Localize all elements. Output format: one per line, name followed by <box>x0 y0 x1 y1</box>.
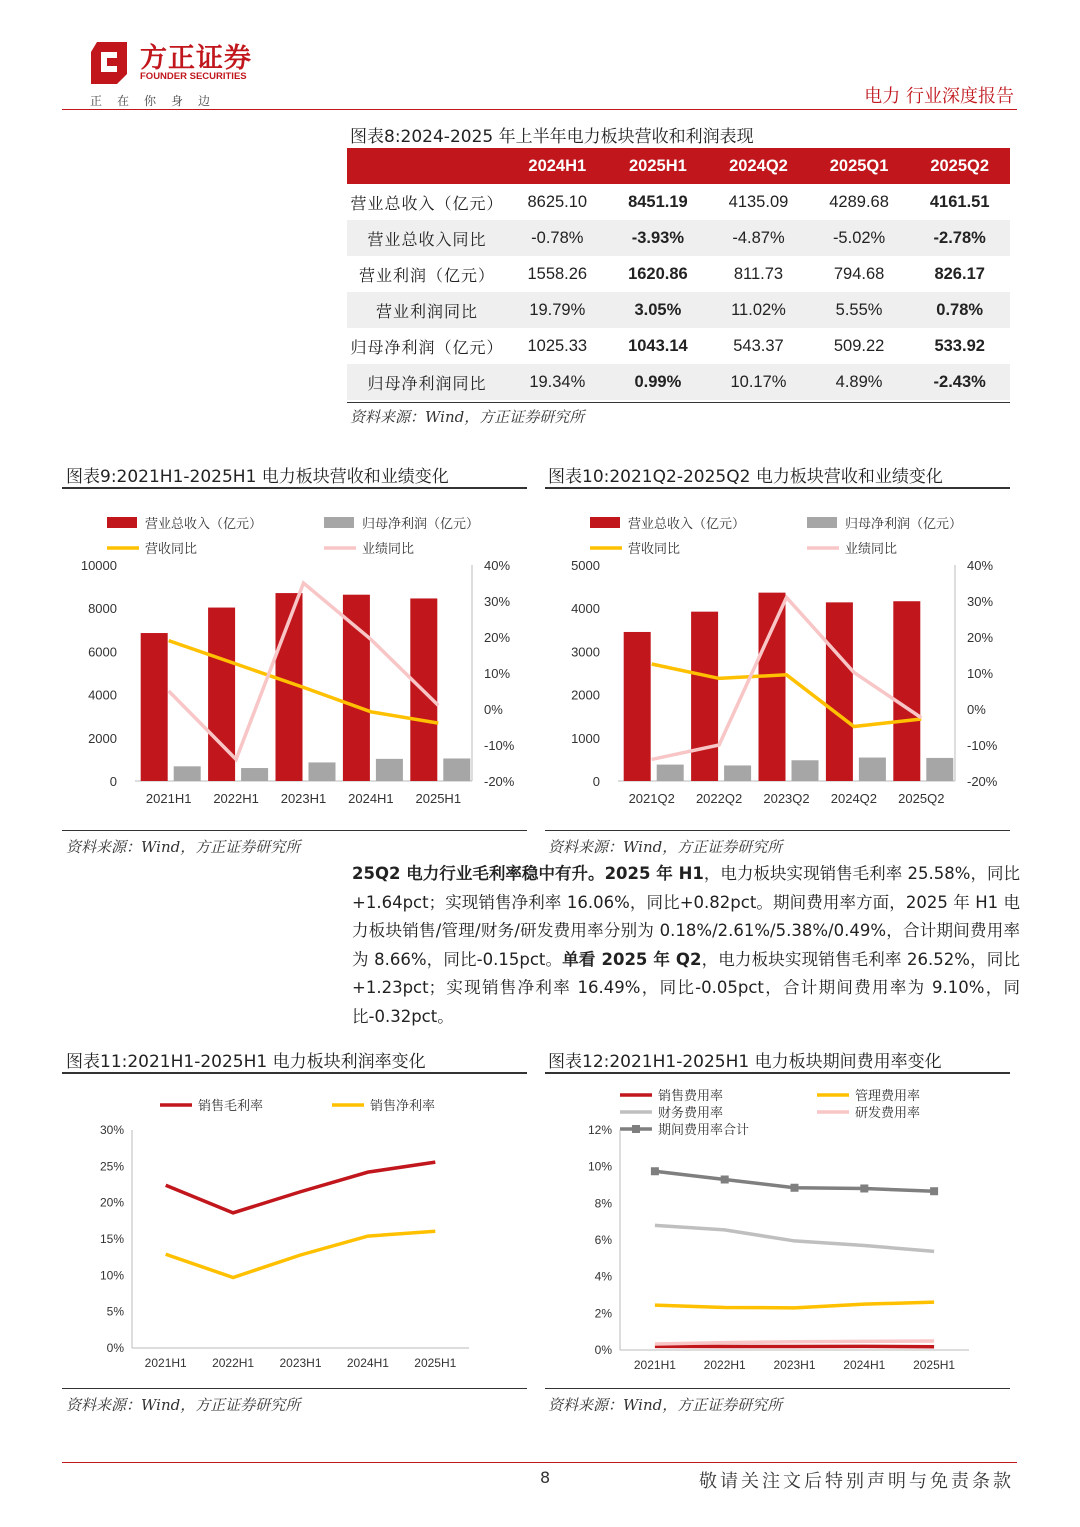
fig8-source: 资料来源：Wind，方正证券研究所 <box>350 408 585 426</box>
table-cell: 1620.86 <box>628 264 688 283</box>
x-tick-label: 2024Q2 <box>830 791 878 806</box>
x-tick-label: 2025Q2 <box>898 791 945 806</box>
legend-label: 销售净利率 <box>370 1098 436 1113</box>
bar-net-profit <box>792 760 819 781</box>
y-tick-label: 15% <box>99 1232 124 1246</box>
footer-divider <box>62 1462 1017 1463</box>
analysis-paragraph <box>352 860 1020 1031</box>
series-marker <box>791 1184 799 1192</box>
y-tick-label-left: 4000 <box>571 601 600 617</box>
table-cell: 5.55% <box>809 292 910 328</box>
y-tick-label: 10% <box>587 1159 612 1174</box>
bar-net-profit <box>376 759 403 781</box>
y-tick-label-left: 5000 <box>571 558 600 573</box>
fig11-source: 资料来源：Wind，方正证券研究所 <box>66 1396 301 1414</box>
table-cell: 4289.68 <box>829 192 889 211</box>
y-tick-label: 20% <box>99 1195 124 1210</box>
table-cell: -2.43% <box>909 364 1010 400</box>
legend-label: 归母净利润（亿元） <box>362 516 480 531</box>
table-header-row <box>347 148 1010 184</box>
chart-svg <box>545 1080 1010 1388</box>
table-cell: -4.87% <box>708 220 809 256</box>
table-cell: 4161.51 <box>929 192 990 211</box>
fig9-source: 资料来源：Wind，方正证券研究所 <box>66 838 301 856</box>
table-cell: 19.79% <box>507 292 608 328</box>
fig9-title: 图表9:2021H1-2025H1 电力板块营收和业绩变化 <box>66 467 449 487</box>
y-tick-label-left: 8000 <box>88 601 117 617</box>
table-header-cell: 2024Q2 <box>708 148 809 184</box>
table-cell: 794.68 <box>833 264 885 283</box>
table-cell: 811.73 <box>733 264 784 283</box>
legend-swatch <box>807 517 837 528</box>
row-label: 营业利润（亿元） <box>358 265 495 285</box>
table-cell: 1558.26 <box>527 264 588 283</box>
x-tick-label: 2022H1 <box>213 791 259 806</box>
y-tick-label-left: 10000 <box>80 558 117 573</box>
x-tick-label: 2023H1 <box>280 791 327 806</box>
y-tick-label: 30% <box>99 1123 124 1137</box>
series-marker <box>651 1167 659 1175</box>
brand-name-en: FOUNDER SECURITIES <box>140 71 247 82</box>
row-label: 营业总收入同比 <box>347 220 507 256</box>
y-tick-label-right: -10% <box>484 738 515 753</box>
legend-label: 财务费用率 <box>658 1105 724 1120</box>
y-tick-label-right: -10% <box>967 738 998 753</box>
fig12-chart <box>545 1080 1010 1388</box>
legend-label: 管理费用率 <box>855 1088 921 1103</box>
legend-label: 销售费用率 <box>658 1088 724 1103</box>
brand-slogan: 正在你身边 <box>90 94 226 108</box>
series-line <box>166 1162 436 1213</box>
y-tick-label-right: 0% <box>484 702 503 717</box>
legend-swatch <box>324 517 354 528</box>
y-tick-label-left: 0 <box>109 774 117 789</box>
y-tick-label-left: 4000 <box>88 687 117 703</box>
table-cell: -0.78% <box>507 220 608 256</box>
y-tick-label: 0% <box>106 1341 124 1355</box>
para-heading: 25Q2 电力行业毛利率稳中有升。 <box>352 864 605 883</box>
bar-revenue <box>826 602 853 781</box>
x-tick-label: 2022H1 <box>703 1358 746 1372</box>
fig11-title: 图表11:2021H1-2025H1 电力板块利润率变化 <box>66 1052 426 1072</box>
bar-revenue <box>343 595 370 781</box>
para-text-2: ，电力板块实现销售毛利率 26.52%，同比+1.23pct；实现销售净利率 16.49%，同比-0.05pct，合计期间费用率为 9.10%，同比-0.32pct。 <box>352 949 1020 1026</box>
series-marker <box>721 1176 729 1184</box>
table-row <box>347 292 1010 328</box>
row-label: 营业总收入（亿元） <box>350 193 504 213</box>
series-line <box>655 1302 934 1308</box>
table-cell: -2.78% <box>909 220 1010 256</box>
bar-net-profit <box>443 758 470 781</box>
legend-label: 营业总收入（亿元） <box>145 516 263 531</box>
x-tick-label: 2025H1 <box>913 1358 956 1372</box>
fig9-bottom-rule <box>62 830 527 831</box>
table-cell: 8451.19 <box>628 192 688 211</box>
y-tick-label-left: 1000 <box>571 730 600 746</box>
fig11-top-rule <box>62 1072 527 1074</box>
table-row <box>347 364 1010 400</box>
y-tick-label-right: 40% <box>967 558 994 573</box>
table-cell: 533.92 <box>934 336 985 355</box>
y-tick-label-left: 2000 <box>571 687 600 703</box>
fig12-bottom-rule <box>545 1388 1010 1389</box>
series-line <box>166 1231 436 1277</box>
bar-net-profit <box>174 766 201 781</box>
table-cell: 509.22 <box>833 336 885 355</box>
founder-logo-icon <box>87 40 131 84</box>
y-tick-label-left: 0 <box>592 774 600 789</box>
fig10-chart <box>545 505 1010 830</box>
y-tick-label-left: 2000 <box>88 730 117 746</box>
row-label: 营业利润同比 <box>347 292 507 328</box>
bar-revenue <box>624 632 651 781</box>
table-header-cell: 2025H1 <box>608 148 709 184</box>
y-tick-label-right: -20% <box>484 774 515 789</box>
table-cell: 1025.33 <box>527 336 588 355</box>
x-tick-label: 2022H1 <box>212 1356 255 1370</box>
bar-revenue <box>691 612 718 781</box>
table-cell: 0.78% <box>909 292 1010 328</box>
row-label: 归母净利润（亿元） <box>350 337 504 357</box>
fig9-top-rule <box>62 487 527 489</box>
bar-net-profit <box>309 762 336 781</box>
legend-label: 研发费用率 <box>855 1105 921 1120</box>
x-tick-label: 2021H1 <box>633 1358 676 1372</box>
x-tick-label: 2023H1 <box>773 1358 816 1372</box>
table-header-corner <box>347 148 507 184</box>
para-text-1: ，电力板块实现销售毛利率 25.58%，同比+1.64pct；实现销售净利率 16.06%，同比+0.82pct。期间费用率方面，2025 年 H1 电力板块销售/管理/财务/研发费用率分别为 0.18%/2.61%/5.38%/0.49%，合计期间费用率为 8.66%，同比-0.15pct。 <box>352 864 1021 969</box>
bar-net-profit <box>241 768 268 781</box>
disclaimer-link: 敬请关注文后特别声明与免责条款 <box>699 1471 1014 1492</box>
table-row <box>347 220 1010 256</box>
table-cell: -5.02% <box>809 220 910 256</box>
table-cell: 826.17 <box>934 264 985 283</box>
bar-net-profit <box>926 758 953 781</box>
table-cell: 10.17% <box>708 364 809 400</box>
fig11-chart <box>62 1080 527 1388</box>
fig12-top-rule <box>545 1072 1010 1074</box>
legend-label: 业绩同比 <box>845 541 898 556</box>
table-header-cell: 2025Q2 <box>909 148 1010 184</box>
y-tick-label-right: 40% <box>484 558 511 573</box>
y-tick-label-right: -20% <box>967 774 998 789</box>
legend-label: 营收同比 <box>145 541 198 556</box>
report-type: 电力 行业深度报告 <box>864 86 1014 107</box>
table-row <box>347 184 1010 220</box>
table-cell: 4.89% <box>809 364 910 400</box>
y-tick-label: 12% <box>587 1123 612 1137</box>
table-cell: 4135.09 <box>728 192 789 211</box>
legend-label: 营收同比 <box>628 541 681 556</box>
x-tick-label: 2023H1 <box>279 1356 322 1370</box>
para-bold-q2: 单看 2025 年 Q2 <box>562 949 702 969</box>
fig8-title: 图表8:2024-2025 年上半年电力板块营收和利润表现 <box>350 127 754 147</box>
row-label: 归母净利润同比 <box>347 364 507 400</box>
table-cell: -3.93% <box>608 220 709 256</box>
table-cell: 0.99% <box>608 364 709 400</box>
fig10-source: 资料来源：Wind，方正证券研究所 <box>548 838 783 856</box>
fig12-title: 图表12:2021H1-2025H1 电力板块期间费用率变化 <box>548 1052 942 1072</box>
x-tick-label: 2025H1 <box>414 1356 457 1370</box>
table-cell: 3.05% <box>608 292 709 328</box>
table-cell: 543.37 <box>733 336 784 355</box>
legend-label: 期间费用率合计 <box>658 1122 750 1137</box>
legend-label: 归母净利润（亿元） <box>845 516 963 531</box>
series-marker <box>930 1187 938 1195</box>
y-tick-label: 0% <box>594 1343 612 1357</box>
x-tick-label: 2024H1 <box>843 1358 886 1372</box>
y-tick-label-left: 6000 <box>88 644 117 660</box>
table-cell: 8625.10 <box>527 192 588 211</box>
y-tick-label: 4% <box>594 1269 612 1284</box>
series-marker <box>860 1184 868 1192</box>
legend-marker <box>632 1125 640 1133</box>
y-tick-label-right: 0% <box>967 702 986 717</box>
bar-net-profit <box>859 758 886 781</box>
x-tick-label: 2021H1 <box>144 1356 187 1370</box>
y-tick-label-right: 30% <box>967 594 994 609</box>
x-tick-label: 2022Q2 <box>695 791 743 806</box>
y-tick-label: 6% <box>594 1233 612 1247</box>
bar-net-profit <box>724 765 751 781</box>
fig10-bottom-rule <box>545 830 1010 831</box>
fig12-source: 资料来源：Wind，方正证券研究所 <box>548 1396 783 1414</box>
fig8-bottom-rule <box>347 402 1010 403</box>
bar-net-profit <box>657 765 684 781</box>
y-tick-label-right: 20% <box>967 630 994 645</box>
legend-label: 销售毛利率 <box>198 1098 264 1113</box>
chart-svg <box>62 1080 527 1388</box>
y-tick-label: 5% <box>106 1304 124 1319</box>
x-tick-label: 2024H1 <box>346 1356 389 1370</box>
y-tick-label: 10% <box>99 1268 124 1283</box>
legend-swatch <box>107 517 137 528</box>
y-tick-label: 25% <box>99 1159 124 1174</box>
fig10-title: 图表10:2021Q2-2025Q2 电力板块营收和业绩变化 <box>548 467 943 487</box>
table-cell: 1043.14 <box>628 336 688 355</box>
y-tick-label-right: 30% <box>484 594 511 609</box>
y-tick-label: 2% <box>594 1306 612 1321</box>
y-tick-label: 8% <box>594 1196 612 1211</box>
table-header-cell: 2024H1 <box>507 148 608 184</box>
y-tick-label-left: 3000 <box>571 644 600 660</box>
page-header <box>0 0 1080 115</box>
legend-swatch <box>590 517 620 528</box>
brand-name-cn: 方正证券 <box>140 43 252 74</box>
fig11-bottom-rule <box>62 1388 527 1389</box>
para-bold-h1: 2025 年 H1 <box>604 864 704 883</box>
x-tick-label: 2025H1 <box>415 791 462 806</box>
x-tick-label: 2021Q2 <box>628 791 675 806</box>
table-cell: 11.02% <box>708 292 809 328</box>
bar-revenue <box>141 633 168 781</box>
page-number: 8 <box>540 1468 551 1487</box>
table-cell: 19.34% <box>507 364 608 400</box>
table-header-cell: 2025Q1 <box>809 148 910 184</box>
y-tick-label-right: 10% <box>484 666 511 681</box>
y-tick-label-right: 10% <box>967 666 994 681</box>
table-row <box>347 328 1010 364</box>
fig8-table <box>347 148 1010 400</box>
x-tick-label: 2021H1 <box>145 791 192 806</box>
legend-label: 营业总收入（亿元） <box>628 516 746 531</box>
bar-revenue <box>893 601 920 781</box>
header-divider <box>62 109 1017 110</box>
bar-revenue <box>759 593 786 781</box>
x-tick-label: 2023Q2 <box>763 791 810 806</box>
series-line <box>655 1225 934 1251</box>
fig10-top-rule <box>545 487 1010 489</box>
chart-svg <box>545 505 1010 830</box>
chart-svg <box>62 505 527 830</box>
legend-label: 业绩同比 <box>362 541 415 556</box>
series-line <box>655 1341 934 1344</box>
x-tick-label: 2024H1 <box>348 791 394 806</box>
y-tick-label-right: 20% <box>484 630 511 645</box>
fig9-chart <box>62 505 527 830</box>
table-row <box>347 256 1010 292</box>
